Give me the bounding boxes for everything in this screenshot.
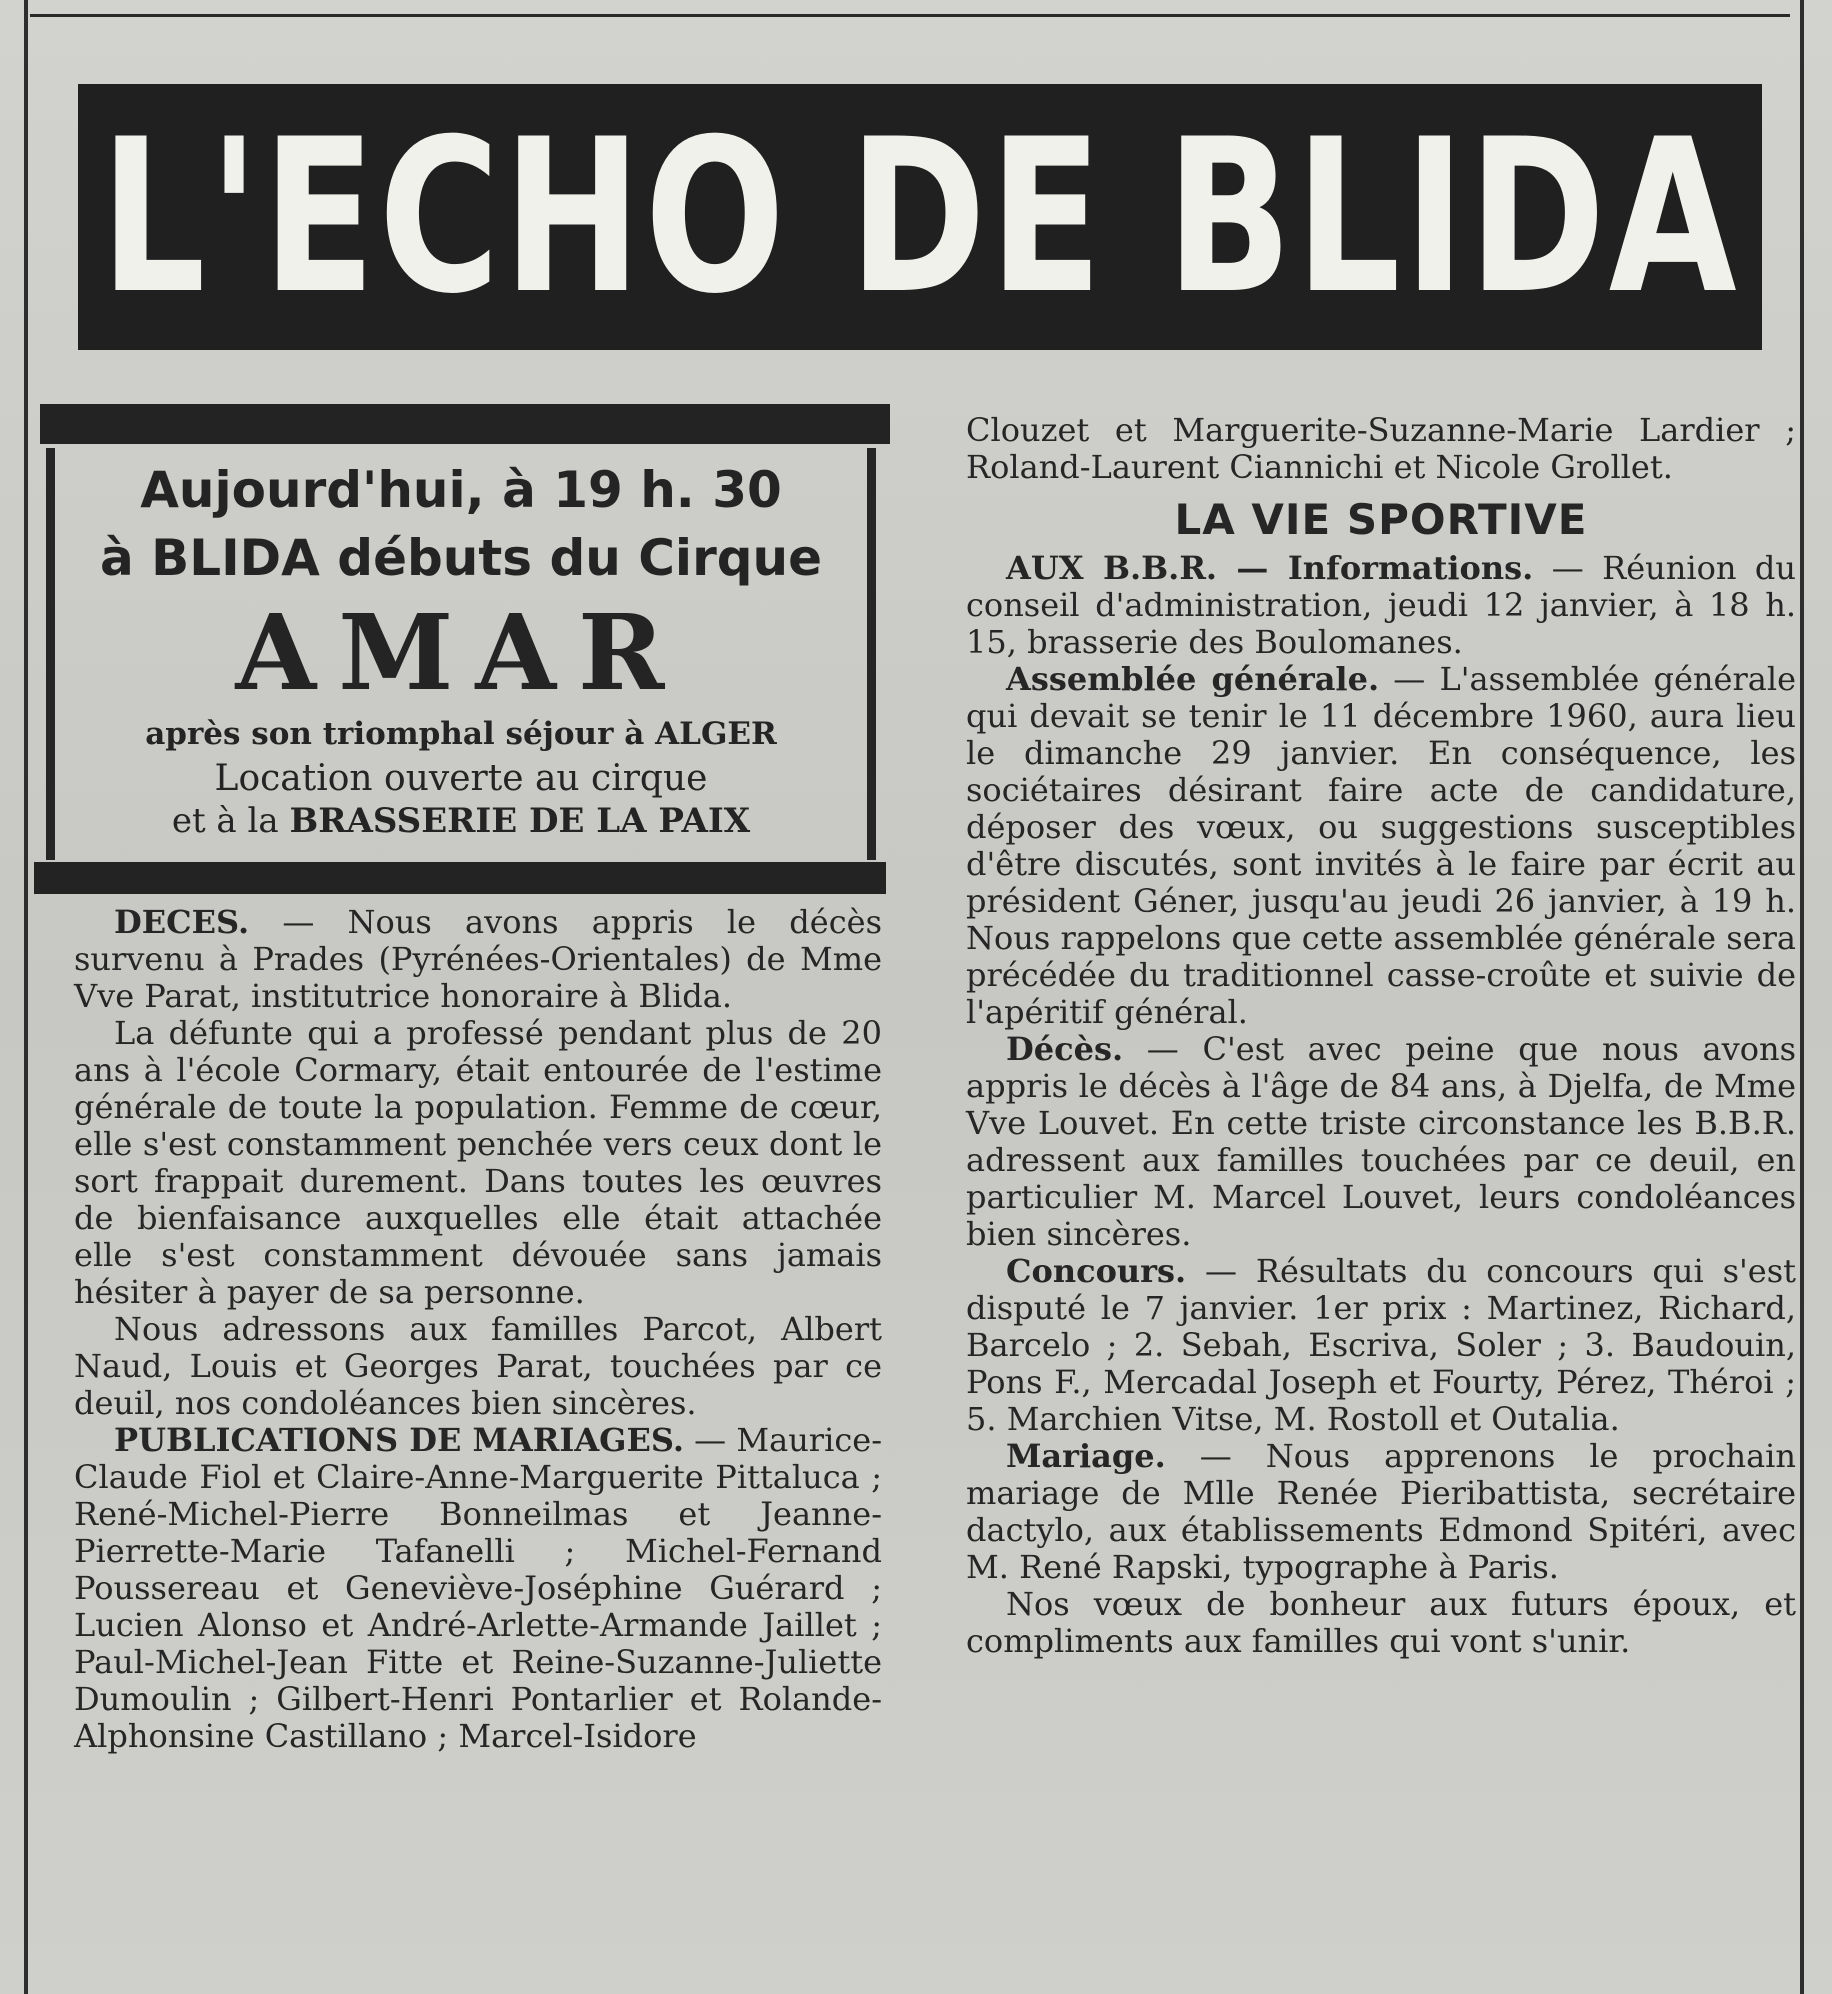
concours-article: [966, 1253, 1796, 1438]
right-column-rule: [1800, 0, 1804, 1994]
assemblee-text: — L'assemblée générale qui devait se tenir le 11 décembre 1960, aura lieu le dimanche 29 janvier. En conséquence, les sociétaires désirant faire acte de candidature, déposer des vœux, ou suggestions susceptibles d'être discutés, sont invités à le faire par écrit au président Géner, jusqu'au jeudi 26 janvier, à 19 h. Nous rappelons que cette assemblée générale sera précédée du traditionnel casse-croûte et suivie de l'apéritif général.: [966, 660, 1797, 1031]
assemblee-article: [966, 661, 1796, 1031]
ad-location-line: Location ouverte au cirque: [214, 758, 708, 799]
assemblee-heading: Assemblée générale.: [1006, 660, 1380, 698]
sport-deces-heading: Décès.: [1006, 1030, 1124, 1068]
info-heading: AUX B.B.R. — Informations.: [1006, 549, 1534, 587]
circus-advertisement: [46, 448, 876, 860]
info-text: — Réunion du conseil d'administration, jeudi 12 janvier, à 18 h. 15, brasserie des Boulomanes.: [966, 549, 1796, 661]
mariages-continuation: Clouzet et Marguerite-Suzanne-Marie Lardier ; Roland-Laurent Ciannichi et Nicole Grollet.: [966, 411, 1796, 486]
sport-deces-text: — C'est avec peine que nous avons appris le décès à l'âge de 84 ans, à Djelfa, de Mme Vve Louvet. En cette triste circonstance les B.B.R. adressent aux familles touchées par ce deuil, en particulier M. Marcel Louvet, leurs condoléances bien sincères.: [966, 1030, 1796, 1253]
deces-text: — Nous avons appris le décès survenu à Prades (Pyrénées-Orientales) de Mme Vve Parat, institutrice honoraire à Blida.: [74, 903, 882, 1015]
mariage-heading: Mariage.: [1006, 1437, 1166, 1475]
sports-section-title: LA VIE SPORTIVE: [1174, 495, 1588, 544]
ad-brasserie-name: BRASSERIE DE LA PAIX: [289, 801, 751, 841]
ad-venue-line: à BLIDA débuts du Cirque: [99, 529, 823, 587]
left-column: [74, 904, 882, 1755]
deces-paragraph-2: La défunte qui a professé pendant plus de 20 ans à l'école Cormary, était entourée de l'estime générale de toute la population. Femme de cœur, elle s'est constamment penchée vers ceux dont le sort frappait durement. Dans toutes les œuvres de bienfaisance auxquelles elle était attachée elle s'est constamment dévouée sans jamais hésiter à payer de sa personne.: [74, 1014, 882, 1311]
sport-deces-article: [966, 1031, 1796, 1253]
concours-heading: Concours.: [1006, 1252, 1187, 1290]
mariage-article: [966, 1438, 1796, 1586]
concours-text: — Résultats du concours qui s'est disputé le 7 janvier. 1er prix : Martinez, Richard, Barcelo ; 2. Sebah, Escriva, Soler ; 3. Baudouin, Pons F., Mercadal Joseph et Fourty, Pérez, Théroi ; 5. Marchien Vitse, M. Rostoll et Outalia.: [966, 1252, 1796, 1438]
left-column-rule: [24, 0, 28, 1994]
publications-text: — Maurice-Claude Fiol et Claire-Anne-Marguerite Pittaluca ; René-Michel-Pierre Bonneilmas et Jeanne-Pierrette-Marie Tafanelli ; Michel-Fernand Poussereau et Geneviève-Joséphine Guérard ; Lucien Alonso et André-Arlette-Armande Jaillet ; Paul-Michel-Jean Fitte et Reine-Suzanne-Juliette Dumoulin ; Gilbert-Henri Pontarlier et Rolande-Alphonsine Castillano ; Marcel-Isidore: [74, 1421, 882, 1755]
masthead-title: L'ECHO DE BLIDA: [100, 93, 1740, 340]
ad-top-bar: [40, 404, 890, 444]
ad-brasserie-prefix: et à la: [171, 801, 279, 841]
ad-circus-name: AMAR: [235, 591, 687, 714]
top-rule: [30, 14, 1790, 17]
masthead-banner: [78, 84, 1762, 350]
info-article: [966, 550, 1796, 661]
mariage-text: — Nous apprenons le prochain mariage de Mlle Renée Pieribattista, secrétaire dactylo, aux établissements Edmond Spitéri, avec M. René Rapski, typographe à Paris.: [966, 1437, 1796, 1586]
publications-heading: PUBLICATIONS DE MARIAGES.: [114, 1421, 684, 1459]
mariage-paragraph-2: Nos vœux de bonheur aux futurs époux, et compliments aux familles qui vont s'unir.: [966, 1585, 1796, 1660]
publications-article: [74, 1422, 882, 1755]
ad-tour-line: après son triomphal séjour à ALGER: [145, 716, 777, 752]
deces-paragraph-3: Nous adressons aux familles Parcot, Albert Naud, Louis et Georges Parat, touchées par ce deuil, nos condoléances bien sincères.: [74, 1310, 882, 1422]
deces-article: [74, 904, 882, 1015]
ad-time-line: Aujourd'hui, à 19 h. 30: [140, 461, 782, 519]
ad-brasserie-line: [55, 800, 867, 842]
deces-heading: DECES.: [114, 903, 250, 941]
right-column: [966, 412, 1796, 1660]
ad-bottom-bar: [34, 862, 886, 894]
